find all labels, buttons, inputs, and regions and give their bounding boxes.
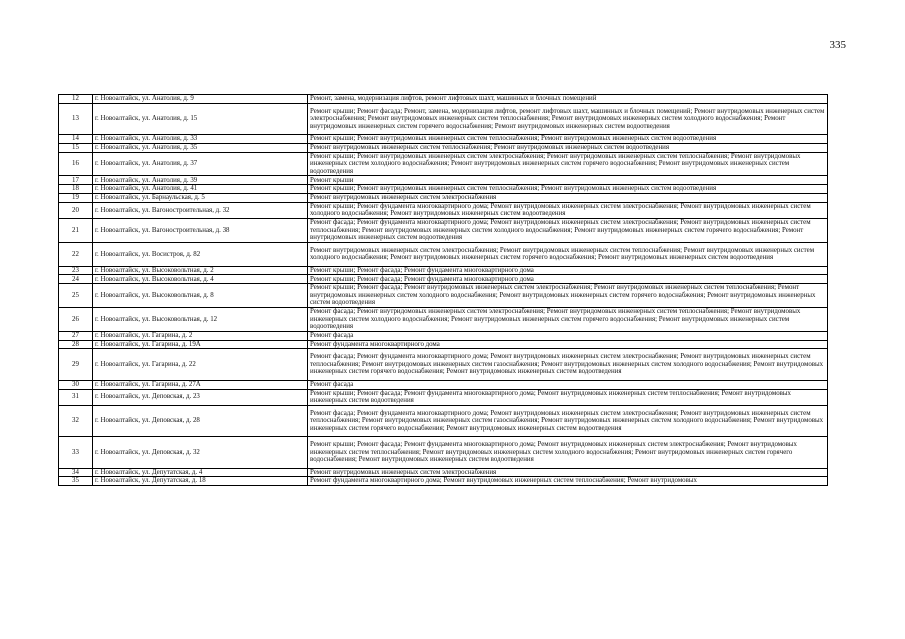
table-row [59,219,828,243]
table-row [59,176,828,185]
works-table [58,94,828,486]
address-cell: г. Новоалтайск, ул. Анатолия, д. 15 [93,103,308,134]
row-number: 23 [59,266,93,275]
table-row [59,389,828,405]
works-cell: Ремонт внутридомовых инженерных систем электроснабжения [308,193,828,202]
address-cell: г. Новоалтайск, ул. Гагарина, д. 2 [93,331,308,340]
row-number: 24 [59,275,93,284]
row-number: 26 [59,308,93,332]
works-cell: Ремонт внутридомовых инженерных систем электроснабжения [308,468,828,477]
address-cell: г. Новоалтайск, ул. Депутатская, д. 18 [93,477,308,486]
works-cell: Ремонт крыши; Ремонт фасада; Ремонт фундамента многоквартирного дома; Ремонт внутридомовых инженерных систем теплоснабжения; Ремонт внутридомовых инженерных систем водоотведения [308,389,828,405]
table-row [59,275,828,284]
address-cell: г. Новоалтайск, ул. Восистроя, д. 82 [93,242,308,266]
row-number: 27 [59,331,93,340]
works-cell: Ремонт фасада [308,380,828,389]
table-body [59,95,828,486]
works-cell: Ремонт крыши; Ремонт фасада; Ремонт, замена, модернизация лифтов, ремонт лифтовых шахт, машинных и блочных помещений; Ремонт внутридомовых инженерных систем электроснабжения; Ремонт внутридомовых инженерных систем теплоснабжения; Ремонт внутридомовых инженерных систем холодного водоснабжения; Ремонт внутридомовых инженерных систем горячего водоснабжения; Ремонт внутридомовых инженерных систем водоотведения [308,103,828,134]
table-row [59,193,828,202]
table-row [59,477,828,486]
page-number: 335 [829,39,846,51]
address-cell: г. Новоалтайск, ул. Барнаульская, д. 5 [93,193,308,202]
row-number: 15 [59,143,93,152]
address-cell: г. Новоалтайск, ул. Гагарина, д. 19А [93,340,308,349]
works-cell: Ремонт крыши [308,176,828,185]
table-row [59,266,828,275]
table-row [59,135,828,144]
row-number: 17 [59,176,93,185]
row-number: 18 [59,185,93,194]
table-row [59,152,828,176]
works-cell: Ремонт фундамента многоквартирного дома; Ремонт внутридомовых инженерных систем теплоснабжения; Ремонт внутридомовых [308,477,828,486]
works-cell: Ремонт внутридомовых инженерных систем электроснабжения; Ремонт внутридомовых инженерных систем теплоснабжения; Ремонт внутридомовых инженерных систем холодного водоснабжения; Ремонт внутридомовых инженерных систем горячего водоснабжения; Ремонт внутридомовых инженерных систем водоотведения [308,242,828,266]
address-cell: г. Новоалтайск, ул. Гагарина, д. 22 [93,349,308,380]
table-row [59,143,828,152]
address-cell: г. Новоалтайск, ул. Высоковольтная, д. 8 [93,284,308,308]
address-cell: г. Новоалтайск, ул. Высоковольтная, д. 4 [93,275,308,284]
address-cell: г. Новоалтайск, ул. Деповская, д. 28 [93,405,308,436]
address-cell: г. Новоалтайск, ул. Анатолия, д. 41 [93,185,308,194]
works-cell: Ремонт фасада; Ремонт внутридомовых инженерных систем электроснабжения; Ремонт внутридомовых инженерных систем теплоснабжения; Ремонт внутридомовых инженерных систем холодного водоснабжения; Ремонт внутридомовых инженерных систем горячего водоснабжения; Ремонт внутридомовых инженерных систем водоотведения [308,308,828,332]
table-row [59,95,828,104]
row-number: 33 [59,437,93,468]
row-number: 22 [59,242,93,266]
table-row [59,340,828,349]
row-number: 25 [59,284,93,308]
works-cell: Ремонт фасада; Ремонт фундамента многоквартирного дома; Ремонт внутридомовых инженерных систем электроснабжения; Ремонт внутридомовых инженерных систем теплоснабжения; Ремонт внутридомовых инженерных систем газоснабжения; Ремонт внутридомовых инженерных систем холодного водоснабжения; Ремонт внутридомовых инженерных систем горячего водоснабжения; Ремонт внутридомовых инженерных систем водоотведения [308,349,828,380]
row-number: 32 [59,405,93,436]
address-cell: г. Новоалтайск, ул. Деповская, д. 23 [93,389,308,405]
address-cell: г. Новоалтайск, ул. Анатолия, д. 33 [93,135,308,144]
works-cell: Ремонт фасада; Ремонт фундамента многоквартирного дома; Ремонт внутридомовых инженерных систем электроснабжения; Ремонт внутридомовых инженерных систем теплоснабжения; Ремонт внутридомовых инженерных систем газоснабжения; Ремонт внутридомовых инженерных систем холодного водоснабжения; Ремонт внутридомовых инженерных систем горячего водоснабжения; Ремонт внутридомовых инженерных систем водоотведения [308,405,828,436]
works-cell: Ремонт крыши; Ремонт фундамента многоквартирного дома; Ремонт внутридомовых инженерных систем электроснабжения; Ремонт внутридомовых инженерных систем холодного водоснабжения; Ремонт внутридомовых инженерных систем водоотведения [308,202,828,218]
table-row [59,284,828,308]
works-cell: Ремонт крыши; Ремонт фасада; Ремонт внутридомовых инженерных систем электроснабжения; Ремонт внутридомовых инженерных систем теплоснабжения; Ремонт внутридомовых инженерных систем холодного водоснабжения; Ремонт внутридомовых инженерных систем горячего водоснабжения; Ремонт внутридомовых инженерных систем водоотведения [308,284,828,308]
address-cell: г. Новоалтайск, ул. Вагоностроительная, д. 38 [93,219,308,243]
works-cell: Ремонт фасада; Ремонт фундамента многоквартирного дома; Ремонт внутридомовых инженерных систем электроснабжения; Ремонт внутридомовых инженерных систем теплоснабжения; Ремонт внутридомовых инженерных систем холодного водоснабжения; Ремонт внутридомовых инженерных систем горячего водоснабжения; Ремонт внутридомовых инженерных систем водоотведения [308,219,828,243]
table-row [59,349,828,380]
row-number: 20 [59,202,93,218]
address-cell: г. Новоалтайск, ул. Анатолия, д. 35 [93,143,308,152]
address-cell: г. Новоалтайск, ул. Анатолия, д. 9 [93,95,308,104]
row-number: 35 [59,477,93,486]
row-number: 12 [59,95,93,104]
table-row [59,202,828,218]
row-number: 16 [59,152,93,176]
table-row [59,331,828,340]
address-cell: г. Новоалтайск, ул. Гагарина, д. 27А [93,380,308,389]
works-cell: Ремонт крыши; Ремонт внутридомовых инженерных систем теплоснабжения; Ремонт внутридомовых инженерных систем водоотведения [308,185,828,194]
address-cell: г. Новоалтайск, ул. Анатолия, д. 37 [93,152,308,176]
works-cell: Ремонт крыши; Ремонт внутридомовых инженерных систем электроснабжения; Ремонт внутридомовых инженерных систем теплоснабжения; Ремонт внутридомовых инженерных систем холодного водоснабжения; Ремонт внутридомовых инженерных систем горячего водоснабжения; Ремонт внутридомовых инженерных систем водоотведения [308,152,828,176]
works-cell: Ремонт крыши; Ремонт фасада; Ремонт фундамента многоквартирного дома; Ремонт внутридомовых инженерных систем электроснабжения; Ремонт внутридомовых инженерных систем теплоснабжения; Ремонт внутридомовых инженерных систем холодного водоснабжения; Ремонт внутридомовых инженерных систем горячего водоснабжения; Ремонт внутридомовых инженерных систем водоотведения [308,437,828,468]
table-row [59,308,828,332]
table-row [59,103,828,134]
works-cell: Ремонт, замена, модернизация лифтов, ремонт лифтовых шахт, машинных и блочных помещений [308,95,828,104]
row-number: 29 [59,349,93,380]
works-cell: Ремонт внутридомовых инженерных систем теплоснабжения; Ремонт внутридомовых инженерных систем водоотведения [308,143,828,152]
row-number: 21 [59,219,93,243]
table-row [59,185,828,194]
address-cell: г. Новоалтайск, ул. Деповская, д. 32 [93,437,308,468]
row-number: 19 [59,193,93,202]
address-cell: г. Новоалтайск, ул. Депутатская, д. 4 [93,468,308,477]
works-cell: Ремонт крыши; Ремонт фасада; Ремонт фундамента многоквартирного дома [308,275,828,284]
row-number: 13 [59,103,93,134]
table-row [59,437,828,468]
address-cell: г. Новоалтайск, ул. Высоковольтная, д. 12 [93,308,308,332]
table-row [59,242,828,266]
row-number: 30 [59,380,93,389]
table-row [59,468,828,477]
row-number: 14 [59,135,93,144]
address-cell: г. Новоалтайск, ул. Вагоностроительная, д. 32 [93,202,308,218]
works-cell: Ремонт крыши; Ремонт внутридомовых инженерных систем теплоснабжения; Ремонт внутридомовых инженерных систем водоотведения [308,135,828,144]
address-cell: г. Новоалтайск, ул. Анатолия, д. 39 [93,176,308,185]
works-cell: Ремонт фасада [308,331,828,340]
table-row [59,405,828,436]
row-number: 28 [59,340,93,349]
row-number: 31 [59,389,93,405]
works-cell: Ремонт крыши; Ремонт фасада; Ремонт фундамента многоквартирного дома [308,266,828,275]
table-row [59,380,828,389]
row-number: 34 [59,468,93,477]
address-cell: г. Новоалтайск, ул. Высоковольтная, д. 2 [93,266,308,275]
works-cell: Ремонт фундамента многоквартирного дома [308,340,828,349]
